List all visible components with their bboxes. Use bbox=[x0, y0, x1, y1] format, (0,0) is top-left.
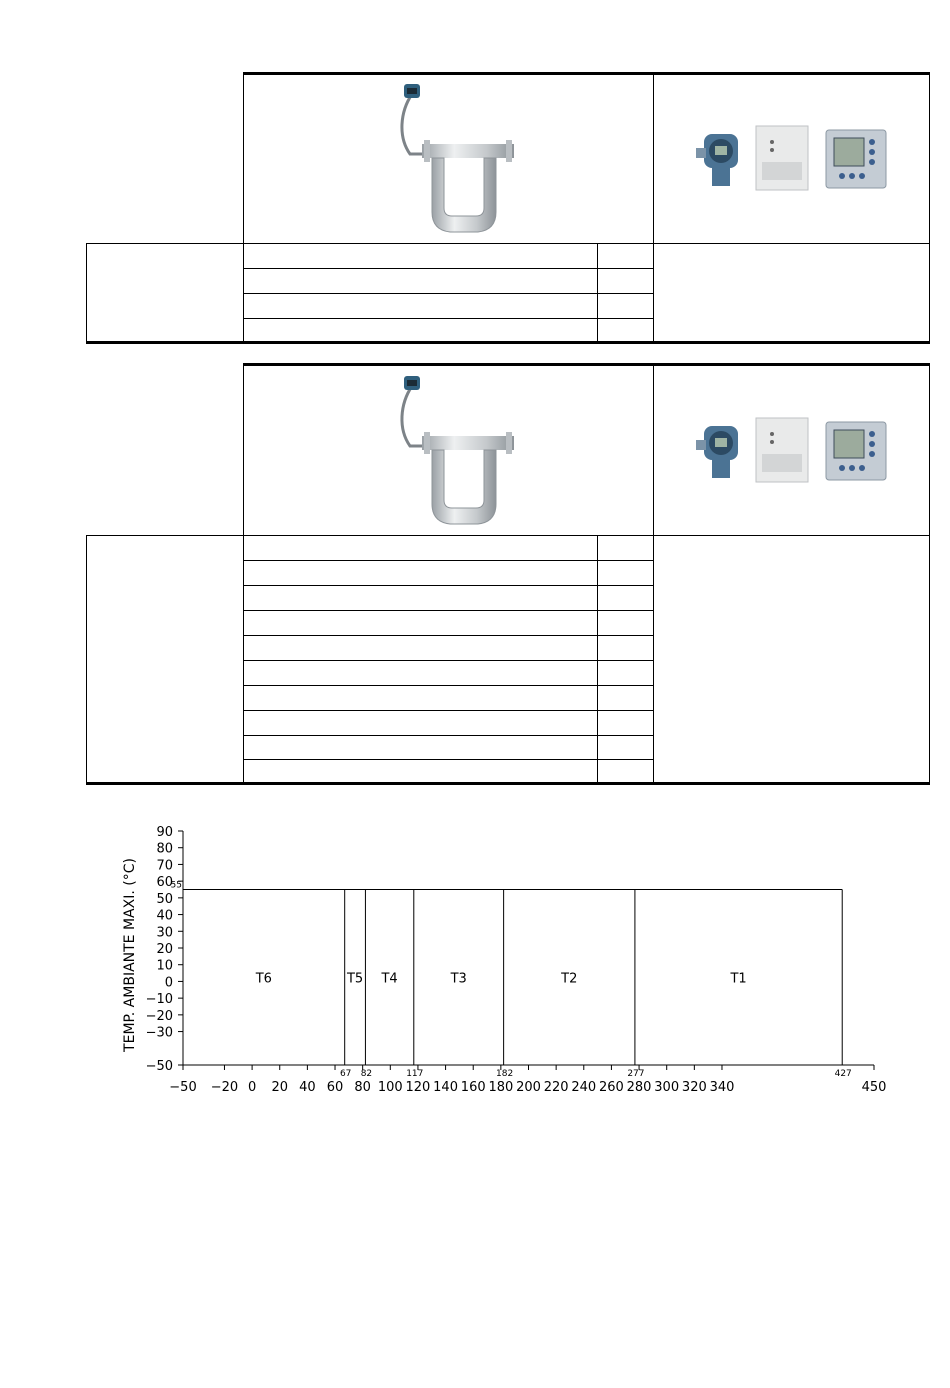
y-tick-label: −50 bbox=[145, 1059, 173, 1074]
zone-boundary-label: 117 bbox=[406, 1069, 424, 1079]
zone-boundary-label: 67 bbox=[339, 1069, 352, 1079]
zone-boundary-label: 277 bbox=[627, 1069, 645, 1079]
x-tick-label: 240 bbox=[571, 1080, 597, 1095]
x-tick-label: 200 bbox=[516, 1080, 541, 1095]
x-tick-label: 60 bbox=[326, 1080, 344, 1095]
x-tick-label: 100 bbox=[377, 1080, 403, 1095]
x-tick-label: 220 bbox=[543, 1080, 569, 1095]
temperature-class-chart bbox=[0, 800, 950, 1120]
y-tick-label: 80 bbox=[156, 841, 173, 857]
zone-boundary-label: 82 bbox=[360, 1069, 373, 1079]
x-tick-label: 0 bbox=[247, 1080, 257, 1095]
y-tick-label: 30 bbox=[156, 925, 173, 941]
x-tick-label: 320 bbox=[681, 1080, 707, 1095]
zone-label: T1 bbox=[730, 971, 747, 987]
y-tick-label: −10 bbox=[145, 992, 173, 1008]
zone-boundary-label: 182 bbox=[496, 1069, 514, 1079]
zone-label: T3 bbox=[450, 971, 467, 987]
max-ambient-label: 55 bbox=[170, 880, 182, 891]
x-tick-label: 80 bbox=[354, 1080, 371, 1095]
x-tick-label: 260 bbox=[599, 1080, 624, 1095]
y-tick-label: 90 bbox=[156, 825, 173, 840]
x-tick-label: −20 bbox=[210, 1080, 239, 1095]
zone-label: T6 bbox=[255, 971, 272, 987]
x-tick-label: 450 bbox=[861, 1080, 887, 1095]
x-tick-label: 340 bbox=[709, 1080, 735, 1095]
coriolis-sensor-image bbox=[392, 82, 522, 238]
x-tick-label: 280 bbox=[626, 1080, 652, 1095]
zone-label: T5 bbox=[346, 971, 364, 987]
zone-label: T2 bbox=[561, 971, 578, 987]
y-tick-label: 10 bbox=[156, 958, 173, 974]
transmitter-options-image bbox=[694, 414, 889, 486]
x-tick-label: 120 bbox=[405, 1080, 431, 1095]
transmitter-options-image bbox=[694, 122, 889, 194]
y-tick-label: −30 bbox=[145, 1025, 173, 1041]
y-tick-label: 20 bbox=[156, 942, 173, 957]
y-tick-label: 60 bbox=[156, 875, 173, 891]
y-tick-label: 70 bbox=[156, 858, 173, 874]
zone-boundary-label: 427 bbox=[834, 1069, 852, 1079]
x-tick-label: 40 bbox=[299, 1080, 316, 1095]
y-axis bbox=[146, 825, 183, 1074]
chart-zones bbox=[171, 881, 852, 1080]
y-tick-label: 0 bbox=[164, 975, 173, 991]
x-tick-label: 180 bbox=[488, 1080, 514, 1095]
x-axis bbox=[169, 1065, 886, 1095]
chart-axes bbox=[183, 831, 874, 1065]
y-tick-label: 40 bbox=[156, 908, 173, 924]
x-tick-label: 300 bbox=[654, 1080, 680, 1095]
y-tick-label: 50 bbox=[156, 891, 173, 907]
x-tick-label: 160 bbox=[460, 1080, 486, 1095]
y-axis-label: TEMP. AMBIANTE MAXI. (°C) bbox=[122, 858, 138, 1052]
zone-label: T4 bbox=[381, 971, 398, 987]
coriolis-sensor-image bbox=[392, 374, 522, 530]
y-tick-label: −20 bbox=[145, 1008, 173, 1024]
x-tick-label: 20 bbox=[271, 1080, 289, 1095]
x-tick-label: 140 bbox=[433, 1080, 458, 1095]
x-tick-label: −50 bbox=[169, 1080, 197, 1095]
